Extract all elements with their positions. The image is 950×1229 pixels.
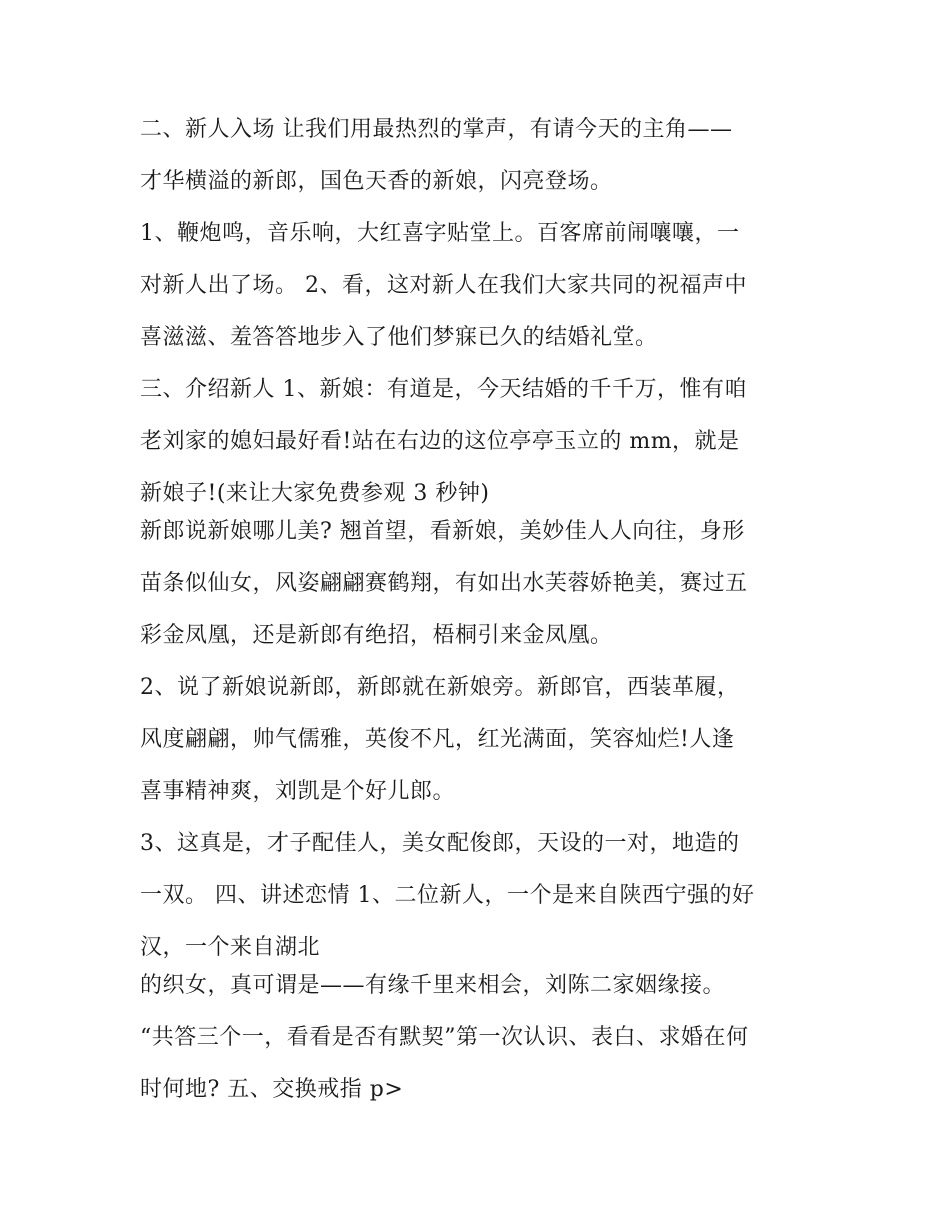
- text-line: 对新人出了场。 2、看，这对新人在我们大家共同的祝福声中: [140, 273, 747, 298]
- text-line: 3、这真是，才子配佳人，美女配俊郎，天设的一对，地造的: [140, 831, 740, 856]
- text-line: 2、说了新娘说新郎，新郎就在新娘旁。新郎官，西装革履，: [140, 675, 740, 700]
- text-line: 新娘子!(来让大家免费参观 3 秒钟): [140, 481, 490, 506]
- text-line: 的织女，真可谓是——有缘千里来相会，刘陈二家姻缘接。: [140, 973, 726, 998]
- text-line: 老刘家的媳妇最好看!站在右边的这位亭亭玉立的 mm，就是: [140, 429, 740, 454]
- text-line: 汉，一个来自湖北: [140, 935, 321, 960]
- text-line: 才华横溢的新郎，国色天香的新娘，闪亮登场。: [140, 169, 613, 194]
- text-line: 1、鞭炮鸣，音乐响，大红喜字贴堂上。百客席前闹嚷嚷，一: [140, 221, 740, 246]
- text-line: “共答三个一，看看是否有默契”第一次认识、表白、求婚在何: [140, 1025, 749, 1050]
- text-line: 时何地? 五、交换戒指 p>: [140, 1077, 404, 1102]
- text-line: 风度翩翩，帅气儒雅，英俊不凡，红光满面，笑容灿烂!人逢: [140, 727, 735, 752]
- text-line: 彩金凤凰，还是新郎有绝招，梧桐引来金凤凰。: [140, 623, 613, 648]
- text-line: 二、新人入场 让我们用最热烈的掌声，有请今天的主角——: [140, 117, 733, 142]
- text-line: 苗条似仙女，风姿翩翩赛鹤翔，有如出水芙蓉娇艳美，赛过五: [140, 571, 748, 596]
- text-line: 新郎说新娘哪儿美? 翘首望，看新娘，美妙佳人人向往，身形: [140, 519, 745, 544]
- document-body: [140, 108, 830, 1120]
- text-line: 三、介绍新人 1、新娘：有道是，今天结婚的千千万，惟有咱: [140, 377, 747, 402]
- text-line: 一双。 四、讲述恋情 1、二位新人，一个是来自陕西宁强的好: [140, 883, 755, 908]
- text-line: 喜滋滋、羞答答地步入了他们梦寐已久的结婚礼堂。: [140, 325, 658, 350]
- text-line: 喜事精神爽，刘凯是个好儿郎。: [140, 779, 456, 804]
